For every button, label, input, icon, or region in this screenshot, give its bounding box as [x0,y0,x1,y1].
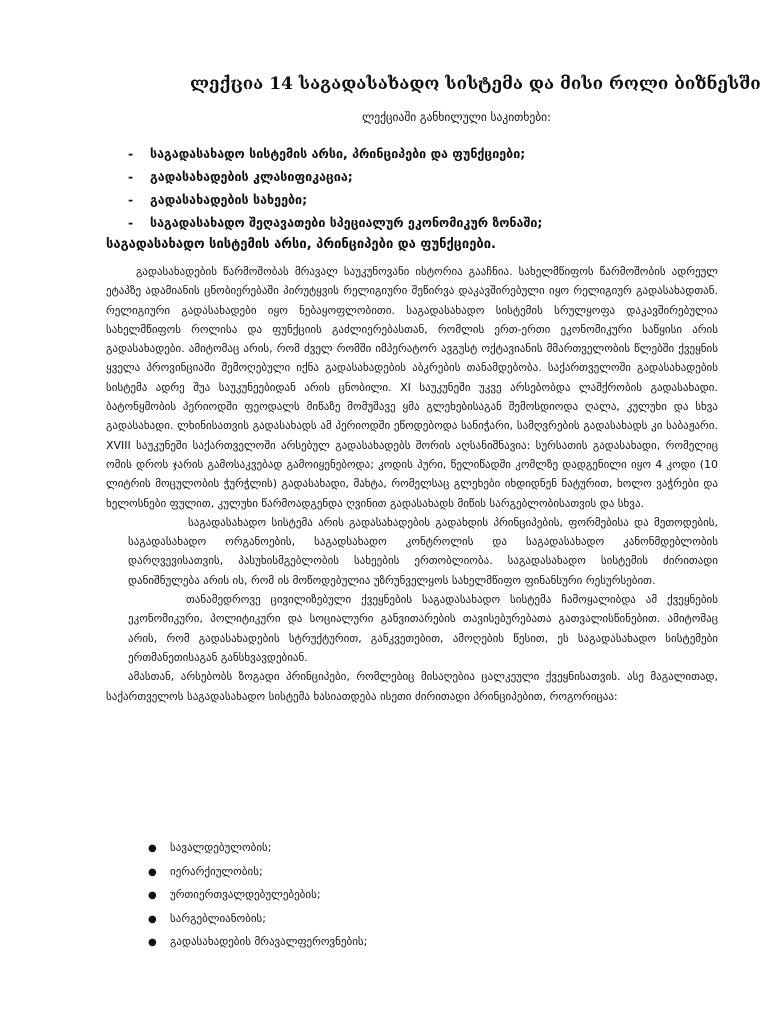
lecture-outline [128,142,542,234]
outline-item [128,142,542,165]
bullet-icon: ● [148,866,157,878]
outline-dash: - [128,146,134,161]
paragraph-history: გადასახადების წარმოშობას მრავალ საუკუნოვანი ისტორია გააჩნია. სახელმწიფოს წარმოშობის ადრეულ ეტაპზე ადამიანის ცნობიერებაში პირუტყვის რელიგიური შეწირვა დაკავშირებული იყო რელიგიურ გადასახადთან. რელიგიური გადასახადები იყო ნებაყოფლობითი. საგადასახადო სისტემის სრულყოფა დაკავშირებულია სახელმწიფოს როლისა და ფუნქციის გაძლიერებასთან, რომლის ერთ-ერთი ეკონომიკური საწყისი არის გადასახადები. ამიტომაც არის, რომ ძველ რომში იმპერატორ ავგუსტ ოქტავიანის მმართველობის წლებში ქვეყნის ყველა პროვინციაში შემოღებული იქნა გადასახადების აბკრების თანამდებობა. საქართველოში გადასახადების სისტემა ადრე შუა საუკუნეებიდან არის ცნობილი. XI საუკუნეში უკვე არსებობდა ლაშქრობის გადასახადი. ბატონყმობის პერიოდში ფეოდალს მიწაზე მომუშავე ყმა გლეხებისაგან შემოსდიოდა ღალა, კულუხი და სხვა გადასახადი. ლხინისათვის გადასახადს ამ პერიოდში ეწოდებოდა სანიჭარი, სამღვრების გადასახადს კი საბაჟარი. XVIII საუკუნეში საქართველოში არსებულ გადასახადებს შორის აღსანიშნავია: სურსათის გადასახადი, რომელიც ომის დროს ჯარის გამოსაკვებად გამოიყენებოდა; კოდის პური, წელიწადში კომლზე დადგენილი იყო 4 კოდი (10 ლიტრის მოცულობის ჭურჭლის) გადასახადი, მახტა, რომელსაც გლეხები იხდიდნენ ნატურით, ხოლო ვაჭრები და ხელოსნები ფულით, კულუხი წარმოადგენდა ღვინით გადასახადს მიწის სარგებლობისათვის და სხვა. [106,265,718,510]
principles-list [148,836,367,954]
section-heading: საგადასახადო სისტემის არსი, პრინციპები და ფუნქციები. [106,237,496,252]
list-item [148,836,367,860]
paragraph-modern-systems: თანამედროვე ცივილიზებული ქვეყნების საგადასახადო სისტემა ჩამოყალიბდა ამ ქვეყნების ეკონომიკური, პოლიტიკური და სოციალური განვითარების თავისებურებათა გათვალისწინებით. ამიტომაც არის, რომ გადასახადების სტრუქტურით, განკვეთებით, ამოღების წესით, ეს საგადასახადო სისტემები ერთმანეთისაგან განსხვავდებიან. [128,593,718,664]
list-item-text: სარგებლიანობის; [170,911,266,925]
outline-dash: - [128,215,134,230]
list-item [148,907,367,931]
outline-item-text: საგადასახადო სისტემის არსი, პრინციპები და ფუნქციები; [150,146,526,161]
paragraph-definition: საგადასახადო სისტემა არის გადასახადების გადახდის პრინციპების, ფორმებისა და მეთოდების, საგადასახადო ორგანოების, საგადსახადო კონტროლის და საგადასახადო კანონმდებლობის დარღვევისათვის, პასუხისმგებლობის სახეების ერთობლიობა. საგადასახადო სისტემის ძირითადი დანიშნულება არის ის, რომ ის მოწოდებულია უზრუნველყოს სახელმწიფო ფინანსური რესურსებით. [128,515,718,587]
bullet-icon: ● [148,890,157,901]
bullet-icon: ● [148,913,157,925]
outline-item [128,211,542,234]
outline-dash: - [128,169,134,184]
outline-dash: - [128,192,134,207]
outline-item [128,188,542,211]
document-title: ლექცია 14 საგადასახადო სისტემა და მისი როლი ბიზნესში [190,74,761,94]
list-item-text: იერარქიულობის; [170,864,263,878]
outline-item-text: გადასახადების სახეები; [150,192,308,207]
list-item-text: გადასახადების მრავალფეროვნების; [170,935,368,948]
list-item-text: ურთიერთვალდებულებების; [170,888,321,901]
bullet-icon: ● [148,937,157,948]
outline-item-text: საგადასახადო შეღავათები სპეციალურ ეკონომიკურ ზონაში; [150,215,543,230]
list-item [148,883,367,907]
outline-item [128,165,542,188]
list-item [148,860,367,884]
paragraph-principles-intro: ამასთან, არსებობს ზოგადი პრინციპები, რომლებიც მისაღებია ცალკეული ქვეყნისათვის. ასე მაგალითად, საქართველოს საგადასახადო სისტემა ხასიათდება ისეთი ძირითადი პრინციპებით, როგორიცაა: [106,670,718,703]
body-text [106,262,718,706]
bullet-icon: ● [148,843,157,854]
outline-item-text: გადასახადების კლასიფიკაცია; [150,169,353,184]
document-subtitle: ლექციაში განხილული საკითხები: [362,110,551,124]
list-item-text: სავალდებულობის; [170,841,272,854]
list-item [148,930,367,954]
